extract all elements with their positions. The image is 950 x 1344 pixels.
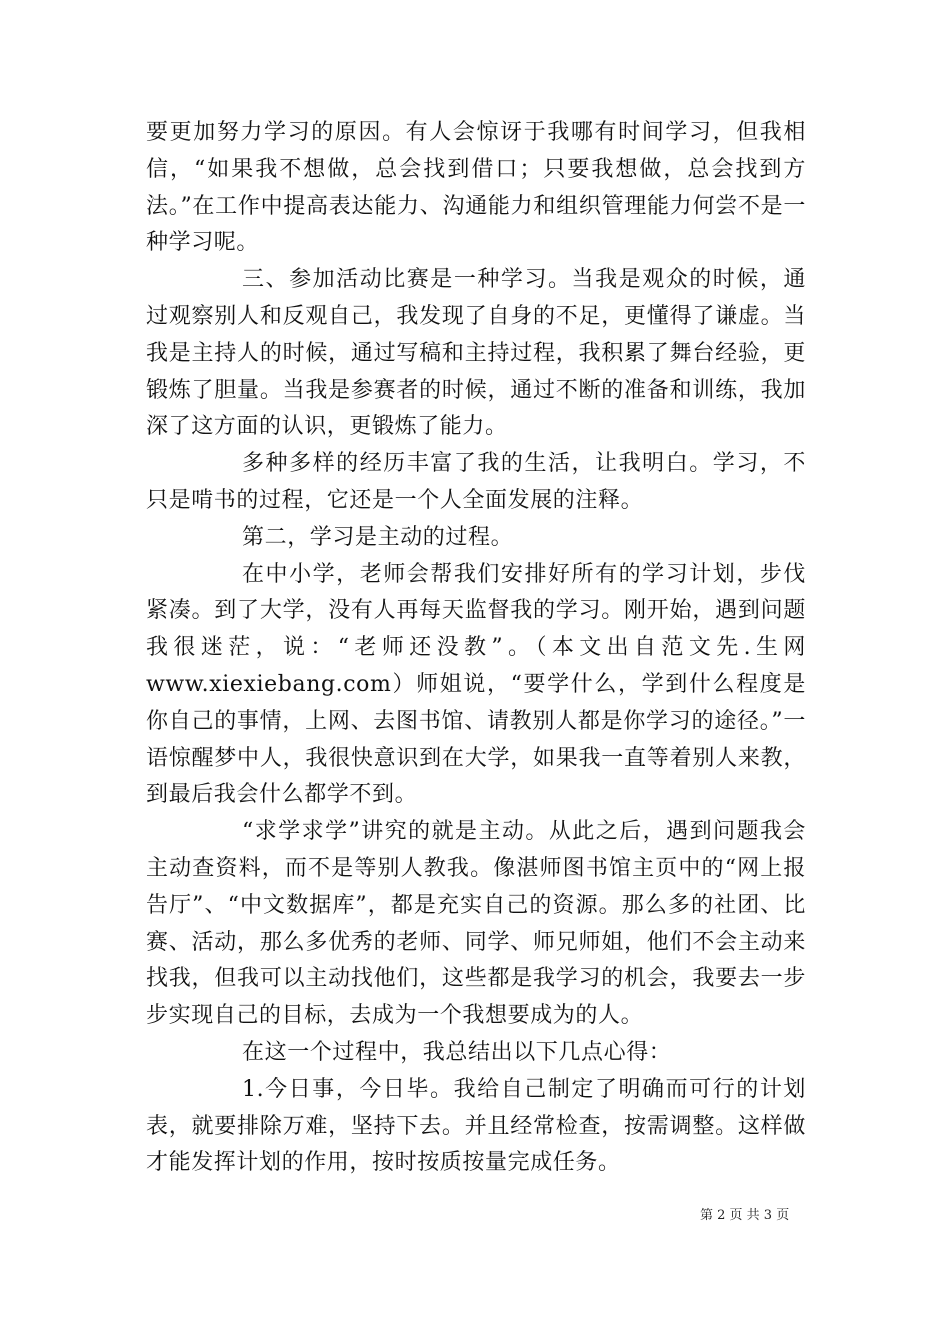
paragraph-university: 在中小学，老师会帮我们安排好所有的学习计划，步伐紧凑。到了大学，没有人再每天监督我的学习。刚开始，遇到问题我很迷茫，说：“老师还没教”。（本文出自范文先.生网www.xiexiebang.com）师姐说，“要学什么，学到什么程度是你自己的事情，上网、去图书馆、请教别人都是你学习的途径。”一语惊醒梦中人，我很快意识到在大学，如果我一直等着别人来教，到最后我会什么都学不到。 <box>146 561 806 808</box>
paragraph-experiences: 多种多样的经历丰富了我的生活，让我明白。学习，不只是啃书的过程，它还是一个人全面发展的注释。 <box>146 451 806 513</box>
section-heading-second: 第二，学习是主动的过程。 <box>242 524 514 550</box>
page-number-footer: 第 2 页 共 3 页 <box>700 1208 790 1223</box>
paragraph-initiative: “求学求学”讲究的就是主动。从此之后，遇到问题我会主动查资料，而不是等别人教我。像湛师图书馆主页中的“网上报告厅”、“中文数据库”，都是充实自己的资源。那么多的社团、比赛、活动，那么多优秀的老师、同学、师兄师姐，他们不会主动来找我，但我可以主动找他们，这些都是我学习的机会，我要去一步步实现自己的目标，去成为一个我想要成为的人。 <box>146 819 806 1029</box>
paragraph-activities: 三、参加活动比赛是一种学习。当我是观众的时候，通过观察别人和反观自己，我发现了自身的不足，更懂得了谦虚。当我是主持人的时候，通过写稿和主持过程，我积累了舞台经验，更锻炼了胆量。当我是参赛者的时候，通过不断的准备和训练，我加深了这方面的认识，更锻炼了能力。 <box>146 267 806 440</box>
paragraph-continuation: 要更加努力学习的原因。有人会惊讶于我哪有时间学习，但我相信，“如果我不想做，总会找到借口；只要我想做，总会找到方法。”在工作中提高表达能力、沟通能力和组织管理能力何尝不是一种学习呢。 <box>146 120 806 256</box>
paragraph-summary-intro: 在这一个过程中，我总结出以下几点心得： <box>242 1039 672 1065</box>
paragraph-tip-one: 1.今日事，今日毕。我给自己制定了明确而可行的计划表，就要排除万难，坚持下去。并且经常检查，按需调整。这样做才能发挥计划的作用，按时按质按量完成任务。 <box>146 1076 806 1176</box>
document-body <box>146 115 806 1182</box>
